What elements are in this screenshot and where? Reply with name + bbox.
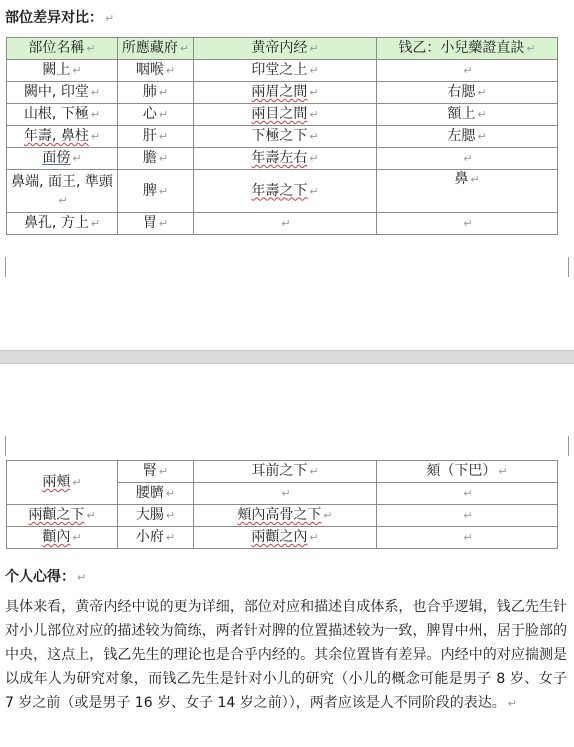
- table-cell: ↵: [377, 483, 558, 505]
- table-cell: 耳前之下 ↵: [194, 461, 377, 483]
- page-break-gap: [0, 350, 574, 364]
- table-cell: 腎 ↵: [118, 461, 194, 483]
- table-cell: 肺 ↵: [118, 82, 194, 104]
- column-header-qianyi: 钱乙：小兒藥證直訣 ↵: [377, 38, 558, 60]
- comparison-heading: [5, 7, 114, 27]
- table-cell: 大腸 ↵: [118, 505, 194, 527]
- page-margin-corner-left: [5, 257, 16, 277]
- table-row: [7, 213, 558, 235]
- table-cell: 頰內高骨之下 ↵: [194, 505, 377, 527]
- document-page-2: [0, 364, 574, 747]
- table-cell: 兩眉之間 ↵: [194, 82, 377, 104]
- table-cell: 小府 ↵: [118, 527, 194, 549]
- table-cell: 鼻孔, 方上 ↵: [7, 213, 118, 235]
- table-cell: 鼻端, 面王, 準頭↵: [7, 170, 118, 213]
- comparison-table-continued: [6, 460, 558, 549]
- paragraph-mark: ↵: [77, 571, 87, 584]
- table-cell: ↵: [377, 148, 558, 170]
- table-cell: 年壽之下 ↵: [194, 170, 377, 213]
- table-cell: ↵: [377, 60, 558, 82]
- page-margin-corner-left: [5, 436, 16, 456]
- page-margin-corner-right: [558, 436, 569, 456]
- table-cell: 年壽左右 ↵: [194, 148, 377, 170]
- table-row: [7, 60, 558, 82]
- table-cell: 左腮 ↵: [377, 126, 558, 148]
- table-cell: 印堂之上 ↵: [194, 60, 377, 82]
- table-cell: ↵: [194, 213, 377, 235]
- table-row: [7, 527, 558, 549]
- table-cell: 脾 ↵: [118, 170, 194, 213]
- table-cell: 膽 ↵: [118, 148, 194, 170]
- table-cell: 面傍 ↵: [7, 148, 118, 170]
- table-cell: 兩頰 ↵: [7, 461, 118, 505]
- table-cell: 下極之下 ↵: [194, 126, 377, 148]
- table-cell: 兩目之間 ↵: [194, 104, 377, 126]
- table-row: [7, 170, 558, 213]
- paragraph-mark: ↵: [507, 697, 518, 710]
- paragraph-mark: ↵: [105, 12, 115, 25]
- table-cell: 顴內 ↵: [7, 527, 118, 549]
- table-cell: 頦（下巴） ↵: [377, 461, 558, 483]
- table-cell: ↵: [194, 483, 377, 505]
- reflection-paragraph: [5, 595, 567, 716]
- table-cell: ↵: [377, 505, 558, 527]
- table-cell: 腰臍 ↵: [118, 483, 194, 505]
- table-row: [7, 82, 558, 104]
- table-cell: 右腮 ↵: [377, 82, 558, 104]
- table-cell: 闕中, 印堂 ↵: [7, 82, 118, 104]
- page-margin-corner-right: [558, 257, 569, 277]
- table-cell: 兩顴之下 ↵: [7, 505, 118, 527]
- table-cell: 山根, 下極 ↵: [7, 104, 118, 126]
- table-cell: 年壽, 鼻柱 ↵: [7, 126, 118, 148]
- column-header-part-name: 部位名稱 ↵: [7, 38, 118, 60]
- column-header-neijing: 黄帝内经 ↵: [194, 38, 377, 60]
- table-cell: 肝 ↵: [118, 126, 194, 148]
- table-cell: 額上 ↵: [377, 104, 558, 126]
- table-cell: ↵: [377, 213, 558, 235]
- table-row: [7, 505, 558, 527]
- table-header-row: [7, 38, 558, 60]
- table-row: [7, 461, 558, 483]
- reflection-paragraph-text: 具体来看，黄帝内经中说的更为详细，部位对应和描述自成体系，也合乎逻辑，钱乙先生针对小儿部位对应的描述较为简练，两者针对脾的位置描述较为一致，脾胃中州，居于脸部的中央，这点上，钱乙先生的理论也是合乎内经的。其余位置皆有差异。内经中的对应揣测是以成年人为研究对象，而钱乙先生是针对小儿的研究（小儿的概念可能是男子 8 岁、女子 7 岁之前（或是男子 16 岁、女子 14 岁之前）），两者应该是人不同阶段的表达。: [5, 599, 567, 711]
- table-cell: 胃 ↵: [118, 213, 194, 235]
- comparison-heading-text: 部位差异对比：: [5, 10, 103, 26]
- table-cell: 兩顴之內 ↵: [194, 527, 377, 549]
- table-row: [7, 126, 558, 148]
- reflection-heading: [5, 566, 86, 586]
- reflection-heading-text: 个人心得：: [5, 569, 75, 585]
- table-cell: 咽喉 ↵: [118, 60, 194, 82]
- table-row: [7, 104, 558, 126]
- table-cell: ↵: [377, 527, 558, 549]
- table-cell: 心 ↵: [118, 104, 194, 126]
- table-row: [7, 148, 558, 170]
- table-cell: 鼻 ↵: [377, 170, 558, 213]
- column-header-organ: 所應藏府 ↵: [118, 38, 194, 60]
- document-page-1: [0, 0, 574, 350]
- table-cell: 闕上 ↵: [7, 60, 118, 82]
- comparison-table: [6, 37, 558, 235]
